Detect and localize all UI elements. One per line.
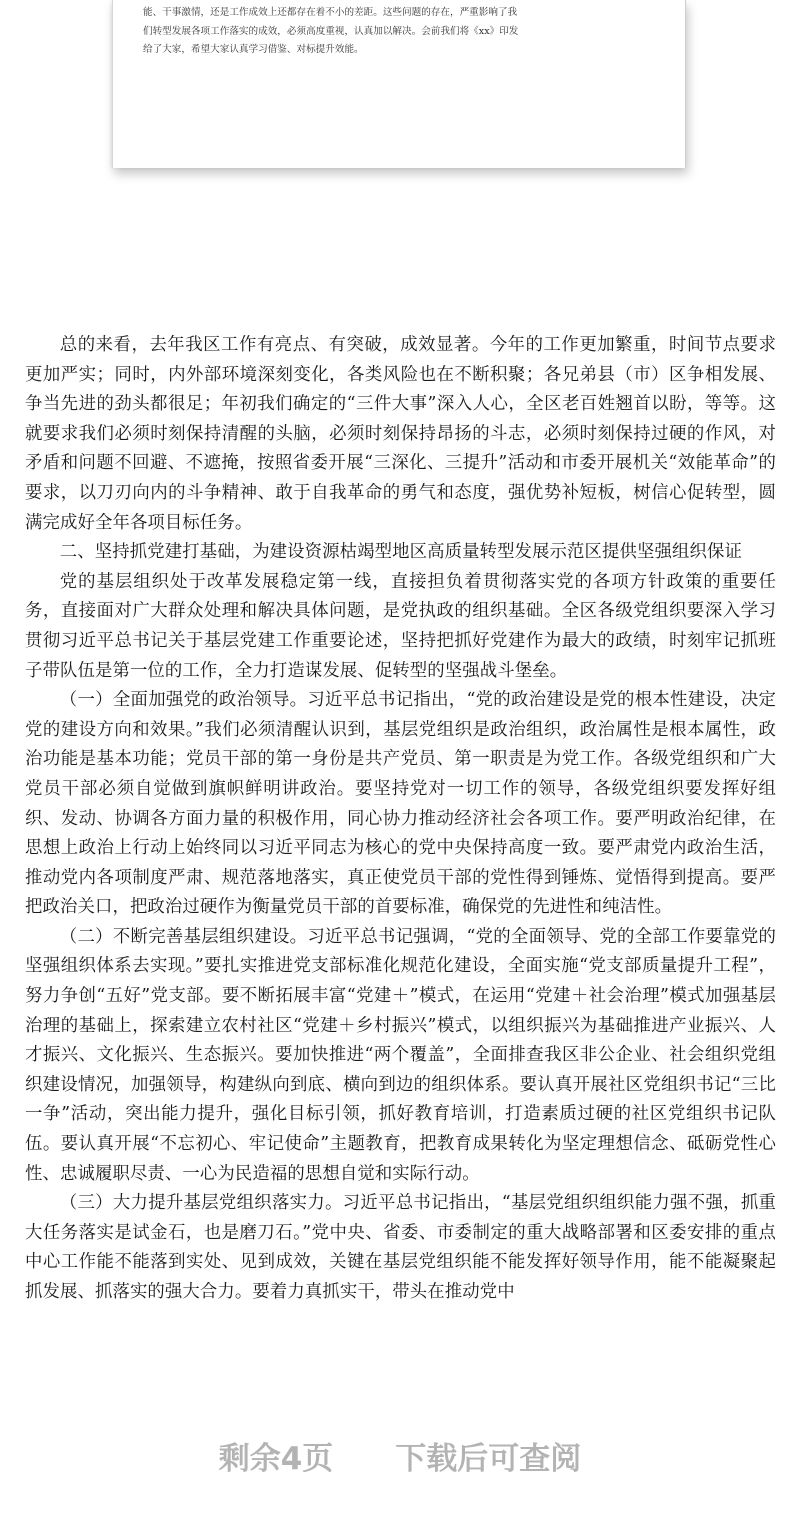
preview-snippet xyxy=(143,4,661,60)
preview-page-card[interactable] xyxy=(112,0,686,168)
paragraph-intro: 党的基层组织处于改革发展稳定第一线，直接担负着贯彻落实党的各项方针政策的重要任务，直接面对广大群众处理和解决具体问题，是党执政的组织基础。全区各级党组织要深入学习贯彻习近平总书记关于基层党建工作重要论述，坚持把抓好党建作为最大的政绩，时刻牢记抓班子带队伍是第一位的工作，全力打造谋发展、促转型的坚强战斗堡垒。 xyxy=(25,571,776,681)
document-body xyxy=(25,331,776,1308)
preview-area xyxy=(0,0,800,300)
section-heading: 二、坚持抓党建打基础，为建设资源枯竭型地区高质量转型发展示范区提供坚强组织保证 xyxy=(59,542,742,563)
download-prompt-bar xyxy=(0,1420,800,1490)
preview-line: 们转型发展各项工作落实的成效，必须高度重视，认真加以解决。会前我们将《xx》印发 xyxy=(143,25,519,37)
preview-line: 能、干事激情，还是工作成效上还都存在着不小的差距。这些问题的存在，严重影响了我 xyxy=(143,7,518,18)
download-to-read-label[interactable]: 下载后可查阅 xyxy=(395,1440,582,1477)
paragraph-point-1: （一）全面加强党的政治领导。习近平总书记指出，“党的政治建设是党的根本性建设，决定党的建设方向和效果。”我们必须清醒认识到，基层党组织是政治组织，政治属性是根本属性，政治功能是基本功能；党员干部的第一身份是共产党员、第一职责是为党工作。各级党组织和广大党员干部必须自觉做到旗帜鲜明讲政治。要坚持党对一切工作的领导，各级党组织要发挥好组织、发动、协调各方面力量的积极作用，同心协力推动经济社会各项工作。要严明政治纪律，在思想上政治上行动上始终同以习近平同志为核心的党中央保持高度一致。要严肃党内政治生活，推动党内各项制度严肃、规范落地落实，真正使党员干部的党性得到锤炼、觉悟得到提高。要严把政治关口，把政治过硬作为衡量党员干部的首要标准，确保党的先进性和纯洁性。 xyxy=(25,690,776,918)
preview-line: 给了大家，希望大家认真学习借鉴、对标提升效能。 xyxy=(143,44,364,55)
paragraph-point-2: （二）不断完善基层组织建设。习近平总书记强调，“党的全面领导、党的全部工作要靠党的坚强组织体系去实现。”要扎实推进党支部标准化规范化建设，全面实施“党支部质量提升工程”，努力争创“五好”党支部。要不断拓展丰富“党建＋”模式，在运用“党建＋社会治理”模式加强基层治理的基础上，探索建立农村社区“党建＋乡村振兴”模式，以组织振兴为基础推进产业振兴、人才振兴、文化振兴、生态振兴。要加快推进“两个覆盖”，全面排查我区非公企业、社会组织党组织建设情况，加强领导，构建纵向到底、横向到边的组织体系。要认真开展社区党组织书记“三比一争”活动，突出能力提升，强化目标引领，抓好教育培训，打造素质过硬的社区党组织书记队伍。要认真开展“不忘初心、牢记使命”主题教育，把教育成果转化为坚定理想信念、砥砺党性心性、忠诚履职尽责、一心为民造福的思想自觉和实际行动。 xyxy=(25,926,776,1184)
paragraph-summary: 总的来看，去年我区工作有亮点、有突破，成效显著。今年的工作更加繁重，时间节点要求更加严实；同时，内外部环境深刻变化，各类风险也在不断积聚；各兄弟县（市）区争相发展、争当先进的劲头都很足；年初我们确定的“三件大事”深入人心，全区老百姓翘首以盼，等等。这就要求我们必须时刻保持清醒的头脑，必须时刻保持昂扬的斗志，必须时刻保持过硬的作风，对矛盾和问题不回避、不遮掩，按照省委开展“三深化、三提升”活动和市委开展机关“效能革命”的要求，以刀刃向内的斗争精神、敢于自我革命的勇气和态度，强优势补短板，树信心促转型，圆满完成好全年各项目标任务。 xyxy=(25,335,776,533)
remaining-pages-label[interactable]: 剩余4页 xyxy=(218,1440,334,1477)
paragraph-point-3: （三）大力提升基层党组织落实力。习近平总书记指出，“基层党组织组织能力强不强，抓重大任务落实是试金石，也是磨刀石。”党中央、省委、市委制定的重大战略部署和区委安排的重点中心工作能不能落到实处、见到成效，关键在基层党组织能不能发挥好领导作用，能不能凝聚起抓发展、抓落实的强大合力。要着力真抓实干，带头在推动党中 xyxy=(25,1193,776,1302)
